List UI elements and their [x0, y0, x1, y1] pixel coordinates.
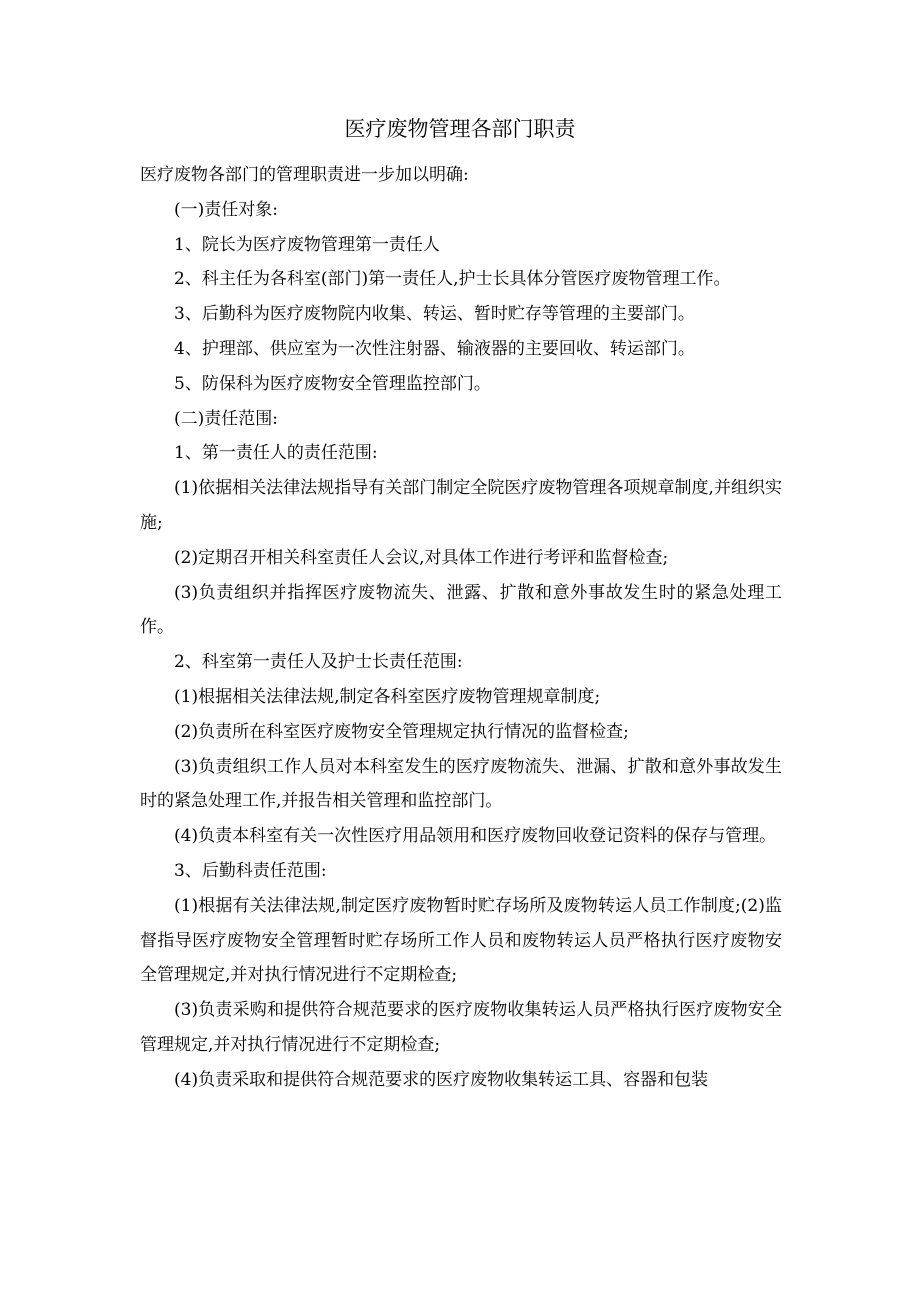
paragraph: (1)依据相关法律法规指导有关部门制定全院医疗废物管理各项规章制度,并组织实施;	[140, 478, 782, 533]
paragraph: (4)负责本科室有关一次性医疗用品领用和医疗废物回收登记资料的保存与管理。	[174, 826, 777, 847]
paragraph: (3)负责组织并指挥医疗废物流失、泄露、扩散和意外事故发生时的紧急处理工作。	[140, 582, 782, 638]
document-body	[140, 158, 782, 1098]
paragraph: 1、第一责任人的责任范围:	[174, 443, 378, 464]
paragraph: (3)负责组织工作人员对本科室发生的医疗废物流失、泄漏、扩散和意外事故发生时的紧急处理工作,并报告相关管理和监控部门。	[140, 756, 782, 812]
paragraph: (2)负责所在科室医疗废物安全管理规定执行情况的监督检查;	[174, 721, 629, 742]
paragraph: (1)根据相关法律法规,制定各科室医疗废物管理规章制度;	[174, 686, 601, 707]
paragraph: 3、后勤科为医疗废物院内收集、转运、暂时贮存等管理的主要部门。	[174, 304, 695, 325]
paragraph: 5、防保科为医疗废物安全管理监控部门。	[174, 373, 491, 394]
paragraph: (3)负责采购和提供符合规范要求的医疗废物收集转运人员严格执行医疗废物安全管理规定,并对执行情况进行不定期检查;	[140, 1000, 782, 1055]
paragraph: 2、科室第一责任人及护士长责任范围:	[174, 652, 463, 673]
paragraph: (2)定期召开相关科室责任人会议,对具体工作进行考评和监督检查;	[174, 547, 669, 568]
paragraph: 3、后勤科责任范围:	[174, 860, 327, 881]
paragraph: (二)责任范围:	[174, 408, 278, 429]
paragraph: (4)负责采取和提供符合规范要求的医疗废物收集转运工具、容器和包装	[174, 1069, 709, 1090]
paragraph: 4、护理部、供应室为一次性注射器、输液器的主要回收、转运部门。	[174, 338, 695, 359]
paragraph: 2、科主任为各科室(部门)第一责任人,护士长具体分管医疗废物管理工作。	[174, 269, 731, 290]
paragraph: (1)根据有关法律法规,制定医疗废物暂时贮存场所及废物转运人员工作制度;(2)监督指导医疗废物安全管理暂时贮存场所工作人员和废物转运人员严格执行医疗废物安全管理规定,并对执行情况进行不定期检查;	[140, 895, 782, 986]
paragraph: 1、院长为医疗废物管理第一责任人	[174, 234, 440, 255]
paragraph: (一)责任对象:	[174, 199, 278, 220]
document-title: 医疗废物管理各部门职责	[344, 117, 576, 141]
paragraph: 医疗废物各部门的管理职责进一步加以明确:	[140, 165, 469, 185]
